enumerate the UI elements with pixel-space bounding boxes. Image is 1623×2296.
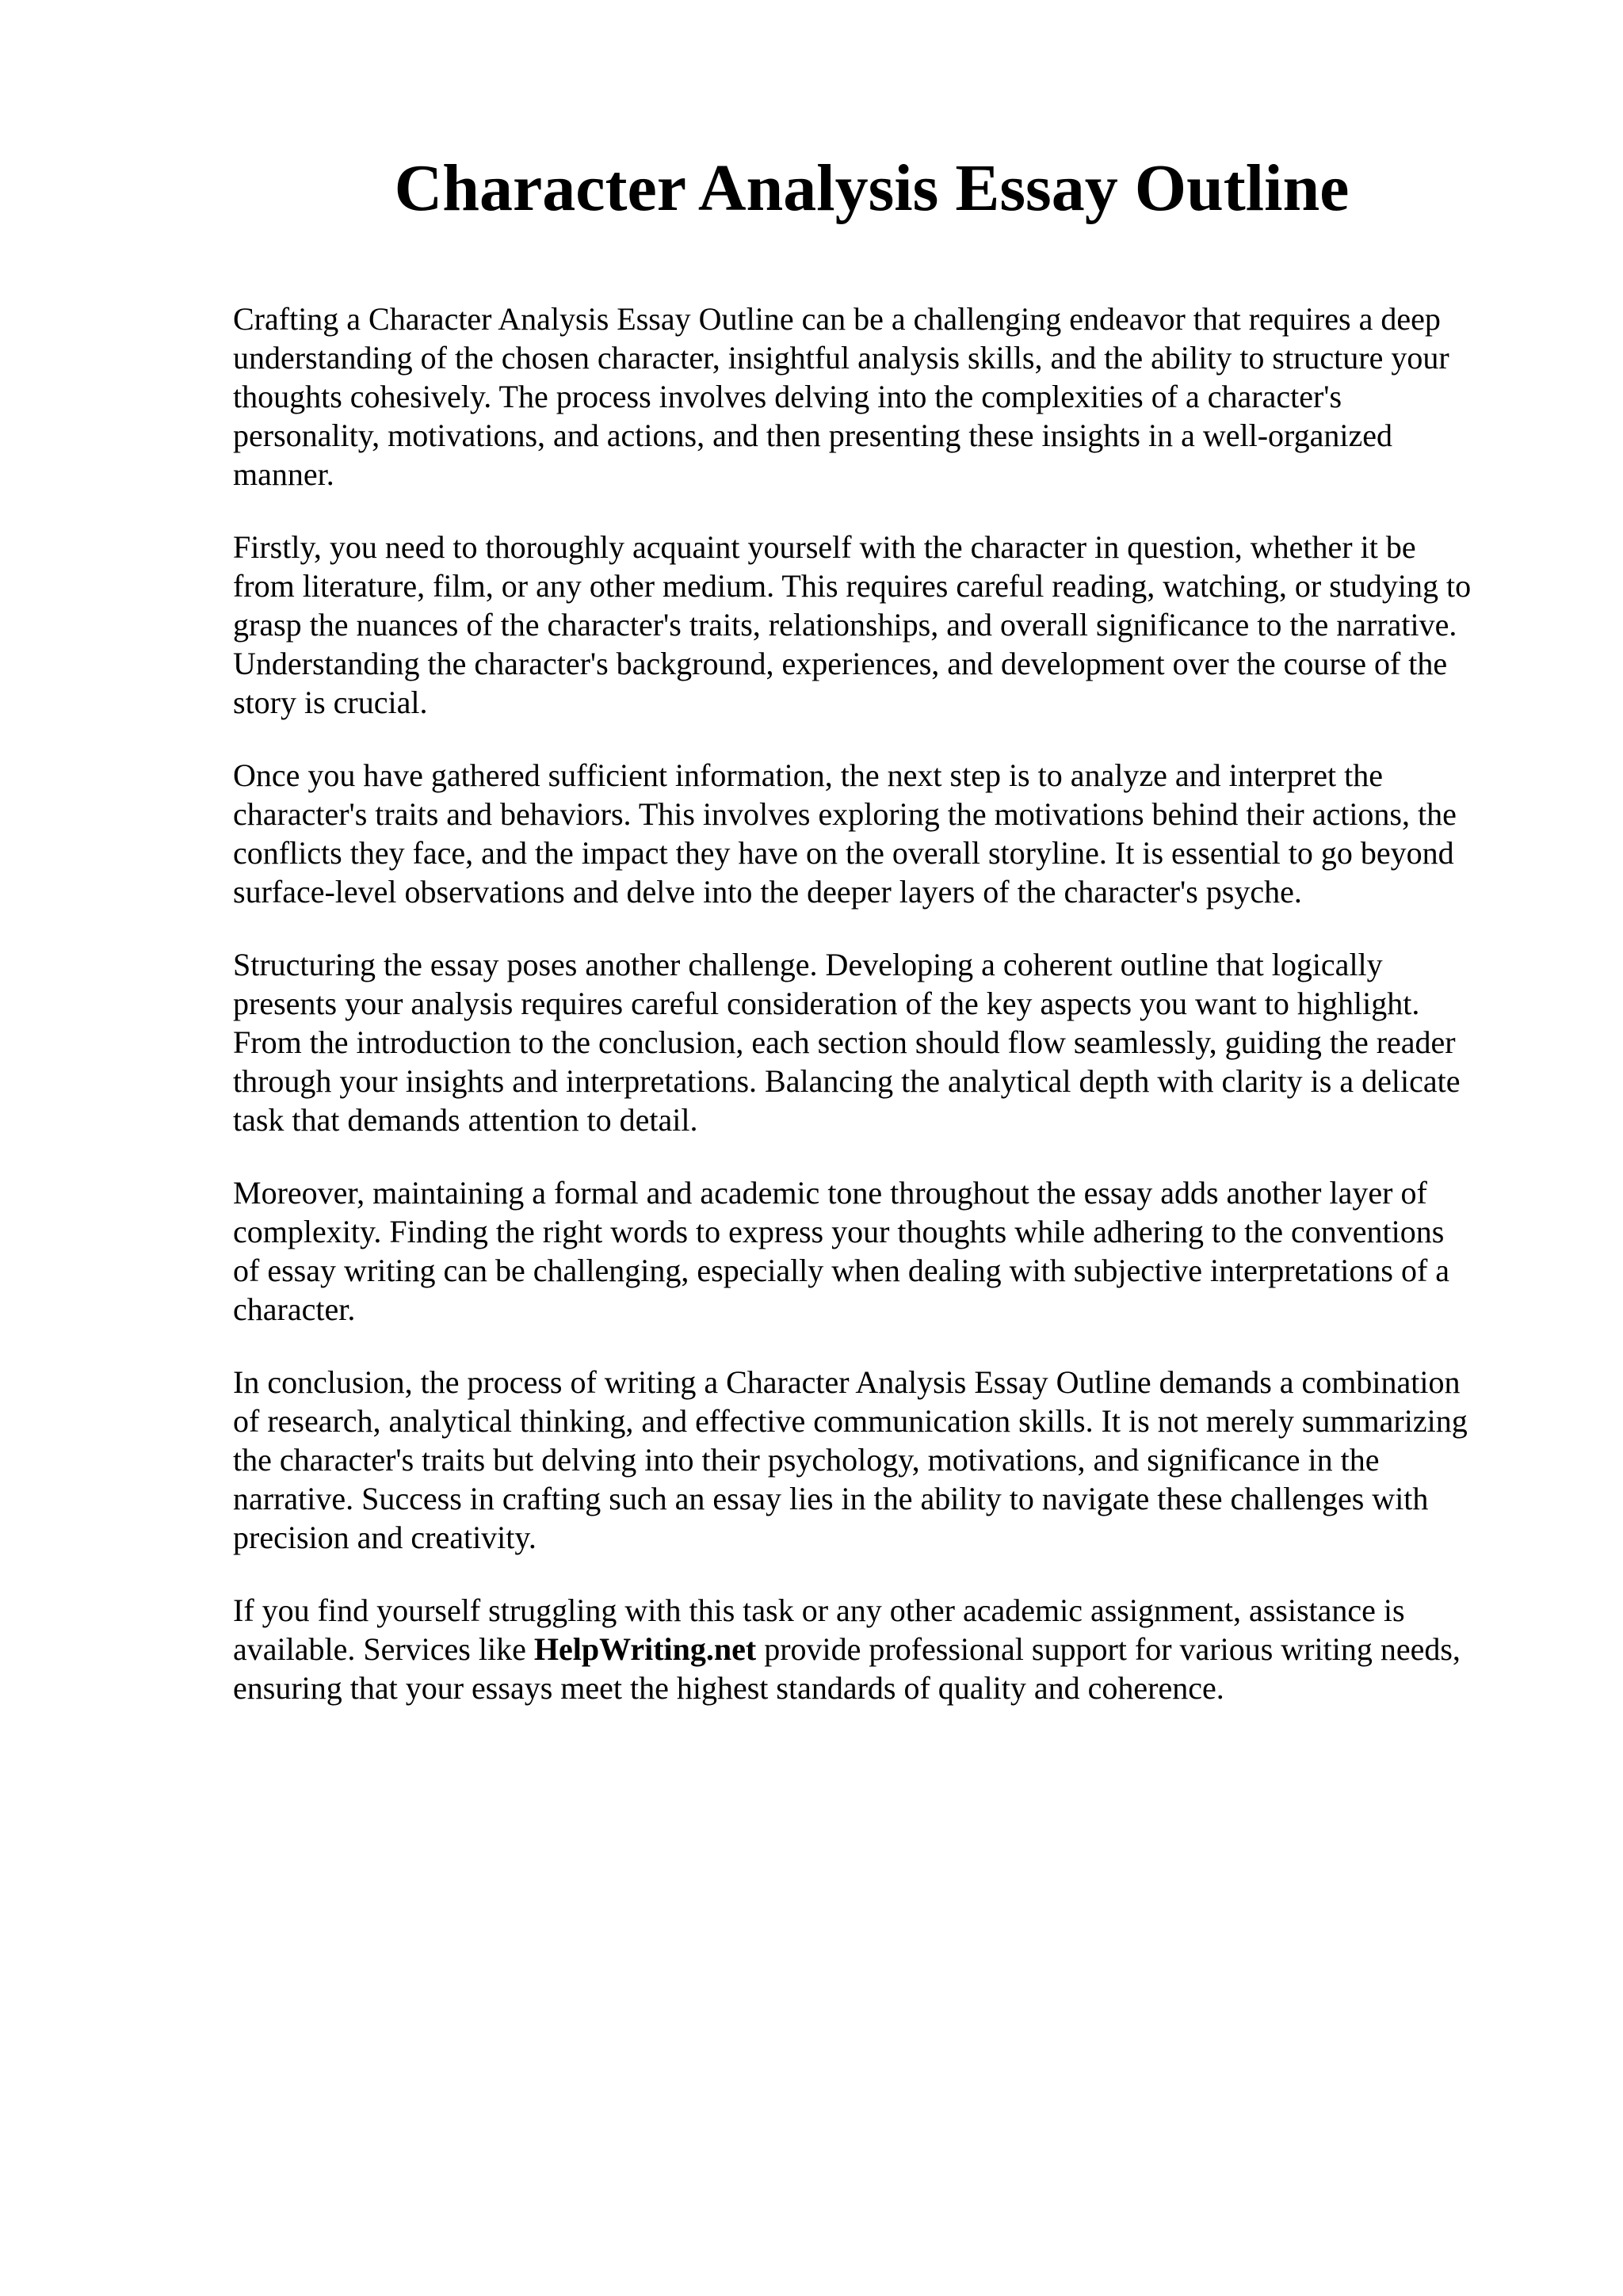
paragraph-2: Firstly, you need to thoroughly acquaint yourself with the character in question, whether it be from literature, film, or any other medium. This requires careful reading, watching, or studying to grasp the nuances of the character's traits, relationships, and overall significance to the narrative. Understanding the character's background, experiences, and development over the course of the story is crucial. — [233, 529, 1472, 720]
paragraph-7-text-before: If you find yourself struggling with this task or any other academic assignment, assistance is available. Services like — [233, 1592, 1405, 1667]
essay-body — [233, 299, 1533, 1741]
paragraph-7 — [233, 1591, 1533, 1707]
paragraph-4: Structuring the essay poses another challenge. Developing a coherent outline that logically presents your analysis requires careful consideration of the key aspects you want to highlight. From the introduction to the conclusion, each section should flow seamlessly, guiding the reader through your insights and interpretations. Balancing the analytical depth with clarity is a delicate task that demands attention to detail. — [233, 947, 1461, 1138]
helpwriting-link-text: HelpWriting.net — [533, 1631, 757, 1667]
paragraph-6: In conclusion, the process of writing a Character Analysis Essay Outline demands a combination of research, analytical thinking, and effective communication skills. It is not merely summarizing the character's traits but delving into their psychology, motivations, and significance in the narrative. Success in crafting such an essay lies in the ability to navigate these challenges with precision and creativity. — [233, 1364, 1468, 1555]
paragraph-5: Moreover, maintaining a formal and academic tone throughout the essay adds another layer of complexity. Finding the right words to express your thoughts while adhering to the conventions of essay writing can be challenging, especially when dealing with subjective interpretations of a character. — [233, 1175, 1450, 1327]
paragraph-7-text-after: provide professional support for various writing needs, ensuring that your essays meet the highest standards of quality and coherence. — [233, 1631, 1461, 1706]
page-title: Character Analysis Essay Outline — [394, 151, 1350, 225]
paragraph-3: Once you have gathered sufficient information, the next step is to analyze and interpret the character's traits and behaviors. This involves exploring the motivations behind their actions, the conflicts they face, and the impact they have on the overall storyline. It is essential to go beyond surface-level observations and delve into the deeper layers of the character's psyche. — [233, 757, 1457, 910]
paragraph-1: Crafting a Character Analysis Essay Outline can be a challenging endeavor that requires a deep understanding of the chosen character, insightful analysis skills, and the ability to structure your thoughts cohesively. The process involves delving into the complexities of a character's personality, motivations, and actions, and then presenting these insights in a well-organized manner. — [233, 301, 1449, 492]
